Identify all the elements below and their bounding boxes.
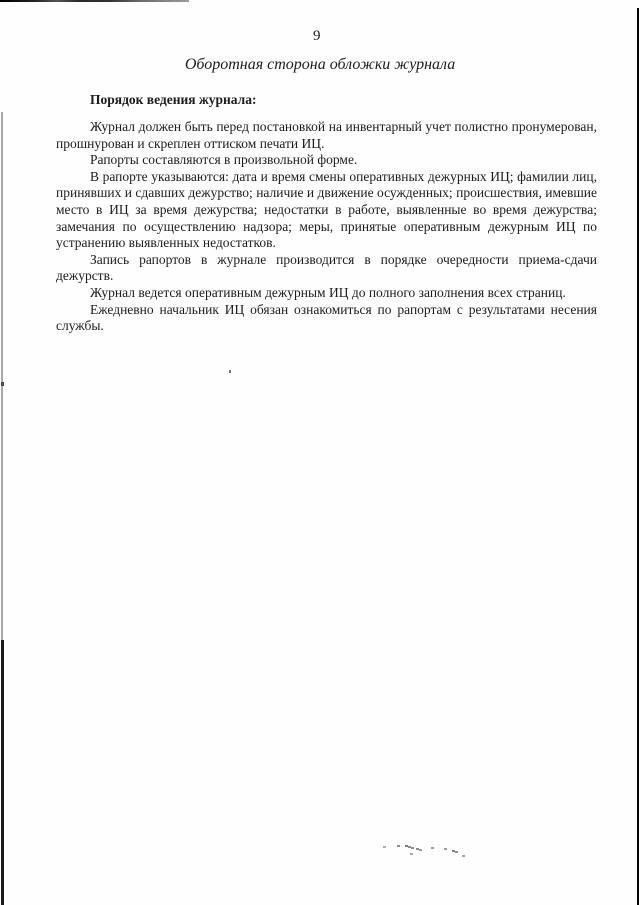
paragraph: Журнал должен быть перед постановкой на инвентарный учет полистно пронумерован, прошнурован и скреплен оттиском печати ИЦ. <box>56 119 597 151</box>
section-heading: Порядок ведения журнала: <box>90 92 257 107</box>
paragraph: Рапорты составляются в произвольной форме. <box>90 152 358 168</box>
scan-edge-left-line-gray <box>1 112 3 640</box>
document-subtitle: Оборотная сторона обложки журнала <box>184 56 456 73</box>
scan-edge-top-line <box>0 0 189 2</box>
pencil-smudge <box>397 845 400 847</box>
paragraph: Журнал ведется оперативным дежурным ИЦ до полного заполнения всех страниц. <box>90 284 566 300</box>
paragraph: Ежедневно начальник ИЦ обязан ознакомиться по рапортам с результатами несения службы. <box>56 301 597 334</box>
document-body <box>56 119 597 335</box>
paragraph: В рапорте указываются: дата и время смены оперативных дежурных ИЦ; фамилии лиц, принявших и сдавших дежурство; наличие и движение осужденных; происшествия, имевшие место в ИЦ за время дежурства; недостатки в работе, выявленные во время дежурства; замечания по осуществлению надзора; меры, принятые оперативным дежурным ИЦ по устранению выявленных недостатков. <box>56 168 597 251</box>
scan-speck <box>229 370 231 373</box>
scan-edge-left-line-black <box>1 640 4 905</box>
scan-edge-right-line <box>637 8 639 905</box>
paragraph: Запись рапортов в журнале производится в порядке очередности приема-сдачи дежурств. <box>56 251 597 284</box>
scan-speck <box>1 382 4 386</box>
page-number: 9 <box>313 28 321 44</box>
